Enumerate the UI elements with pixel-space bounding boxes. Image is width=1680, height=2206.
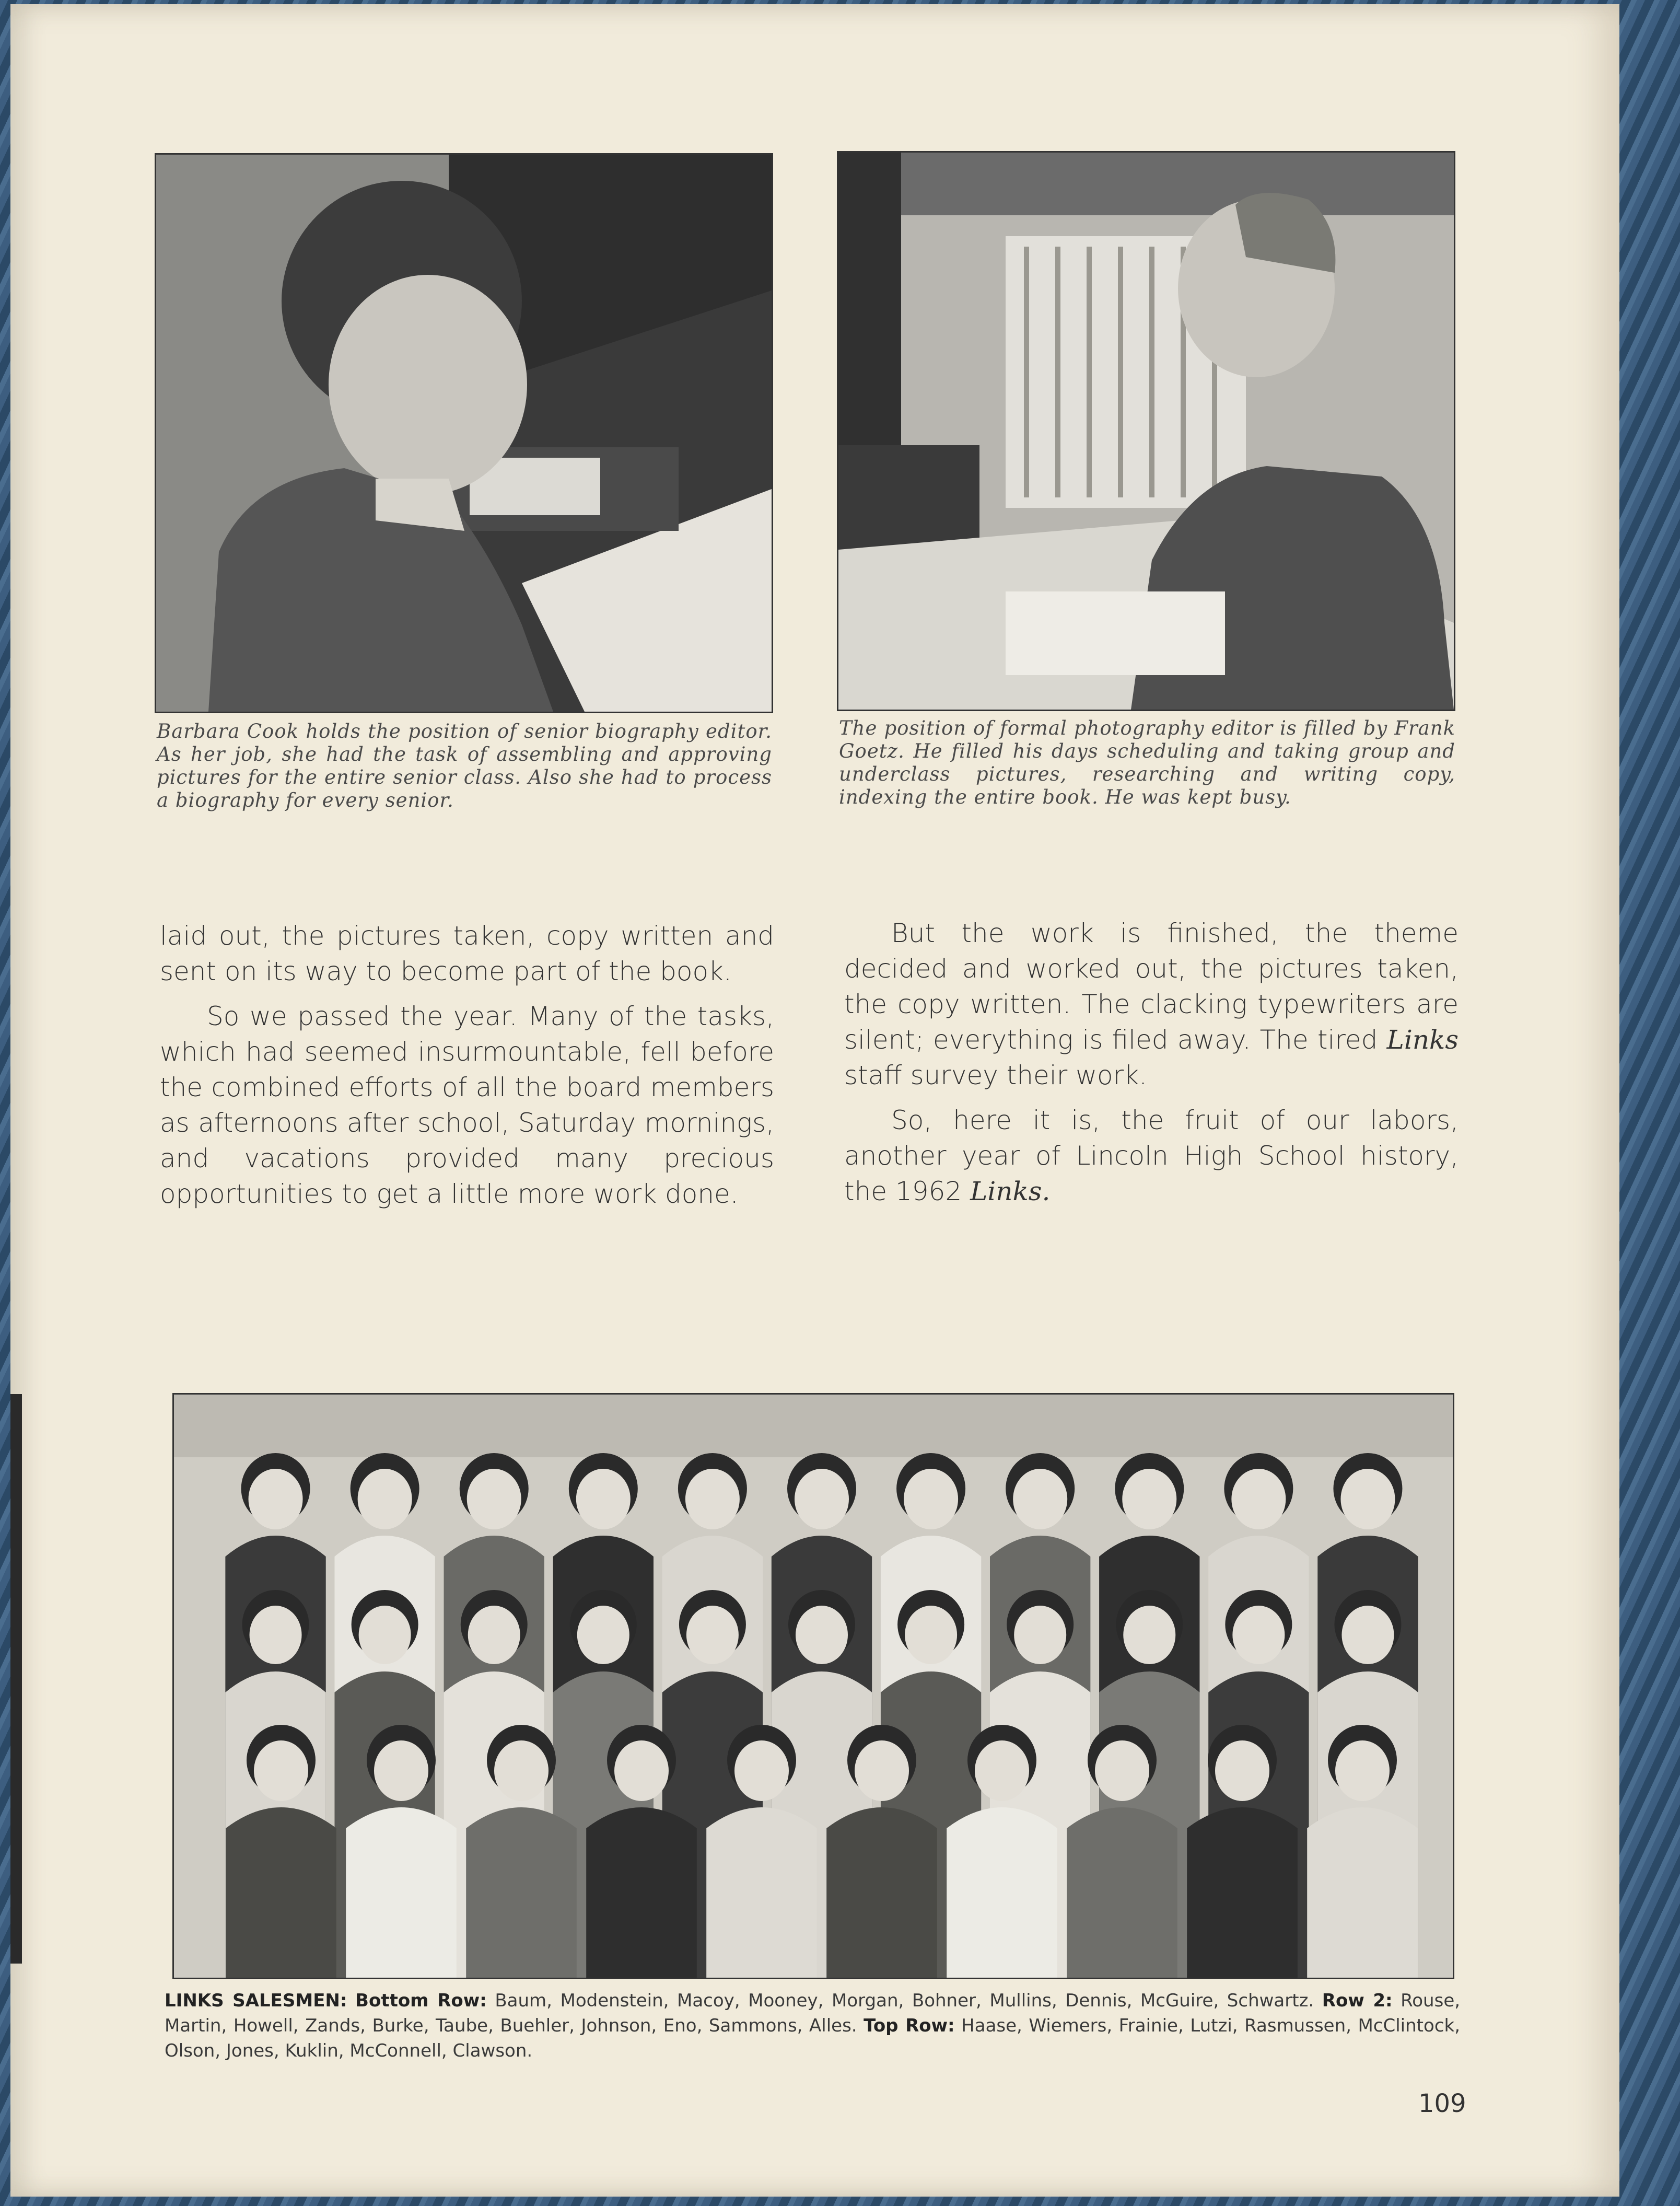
group-photo-caption xyxy=(165,1988,1460,2063)
person-face xyxy=(795,1469,849,1529)
right-text-column xyxy=(844,915,1459,1218)
person-face xyxy=(1122,1469,1176,1529)
right-paragraph-1-text-a: But the work is finished, the theme decided and worked out, the pictures taken, the copy written. The clacking typewriters are silent; everything is filed away. The tired xyxy=(844,918,1459,1055)
caption-top-row-names: Haase, Wiemers, Frainie, Lutzi, Rasmussen, McClintock, Olson, Jones, Kuklin, McConnell, Clawson. xyxy=(165,2015,1461,2061)
person-face xyxy=(577,1606,629,1664)
person-face xyxy=(1341,1606,1394,1664)
person-face xyxy=(1231,1469,1286,1529)
person-face xyxy=(905,1606,957,1664)
person-body xyxy=(226,1807,336,1978)
person-face xyxy=(1232,1606,1285,1664)
person-face xyxy=(1123,1606,1175,1664)
caption-bottom-row-names: Baum, Modenstein, Macoy, Mooney, Morgan, Bohner, Mullins, Dennis, McGuire, Schwartz. xyxy=(495,1990,1314,2011)
person-face xyxy=(855,1740,909,1801)
person-face xyxy=(254,1740,308,1801)
person-body xyxy=(1187,1807,1298,1978)
person-face xyxy=(1014,1606,1066,1664)
person-face xyxy=(904,1469,958,1529)
person-face xyxy=(249,1469,303,1529)
person-face xyxy=(358,1469,412,1529)
right-paragraph-2-text: So, here it is, the fruit of our labors, another year of Lincoln High School history, the 1962 xyxy=(844,1105,1459,1206)
person-face xyxy=(734,1740,789,1801)
person-face xyxy=(975,1740,1029,1801)
person-face xyxy=(494,1740,549,1801)
links-title-italic: Links xyxy=(1386,1025,1459,1055)
caption-heading: LINKS SALESMEN: xyxy=(165,1990,347,2011)
person-face xyxy=(250,1606,302,1664)
person-face xyxy=(1095,1740,1149,1801)
right-paragraph-2 xyxy=(844,1102,1459,1209)
person-face xyxy=(1215,1740,1269,1801)
caption-row-2-names: Rouse, Martin, Howell, Zands, Burke, Taube, Buehler, Johnson, Eno, Sammons, Alles. xyxy=(165,1990,1461,2036)
left-paragraph-2: So we passed the year. Many of the tasks, which had seemed insurmountable, fell before the combined efforts of all the board members as afternoons after school, Saturday mornings, and vacations provided many precious opportunities to get a little more work done. xyxy=(160,1001,774,1209)
person-body xyxy=(947,1807,1057,1978)
photo-links-salesmen xyxy=(172,1393,1454,1979)
person-face xyxy=(374,1740,428,1801)
person-face xyxy=(1013,1469,1067,1529)
person-face xyxy=(685,1469,740,1529)
person-face xyxy=(359,1606,411,1664)
photo-barbara-cook xyxy=(155,153,773,713)
caption-left-photo: Barbara Cook holds the position of senior biography editor. As her job, she had the task of assembling and approving pictures for the entire senior class. Also she had to process a biography for every senior. xyxy=(157,720,772,811)
person-body xyxy=(826,1807,937,1978)
page-number: 109 xyxy=(1418,2089,1466,2118)
person-body xyxy=(1067,1807,1177,1978)
right-paragraph-1-text-b: staff survey their work. xyxy=(844,1060,1148,1090)
caption-row-2-label: Row 2: xyxy=(1322,1990,1393,2011)
caption-top-row-label: Top Row: xyxy=(864,2015,955,2036)
right-paragraph-1 xyxy=(844,915,1459,1093)
person-face xyxy=(576,1469,631,1529)
caption-bottom-row-label: Bottom Row: xyxy=(355,1990,487,2011)
caption-right-photo: The position of formal photography editor is filled by Frank Goetz. He filled his days scheduling and taking group and underclass pictures, researching and writing copy, indexing the entire book. He was kept busy. xyxy=(839,717,1455,808)
person-face xyxy=(1340,1469,1395,1529)
person-face xyxy=(796,1606,848,1664)
photo-frank-goetz xyxy=(837,151,1455,711)
person-body xyxy=(346,1807,457,1978)
person-body xyxy=(466,1807,577,1978)
person-face xyxy=(467,1469,521,1529)
person-face xyxy=(686,1606,739,1664)
person-body xyxy=(586,1807,697,1978)
person-face xyxy=(468,1606,520,1664)
left-text-column xyxy=(160,918,774,1221)
person-body xyxy=(1307,1807,1418,1978)
links-title-italic-2: Links. xyxy=(970,1176,1051,1206)
person-face xyxy=(1335,1740,1390,1801)
person-face xyxy=(614,1740,669,1801)
person-body xyxy=(706,1807,817,1978)
page-binding-edge xyxy=(10,1394,22,1964)
left-paragraph-1: laid out, the pictures taken, copy written and sent on its way to become part of the book. xyxy=(160,921,774,986)
